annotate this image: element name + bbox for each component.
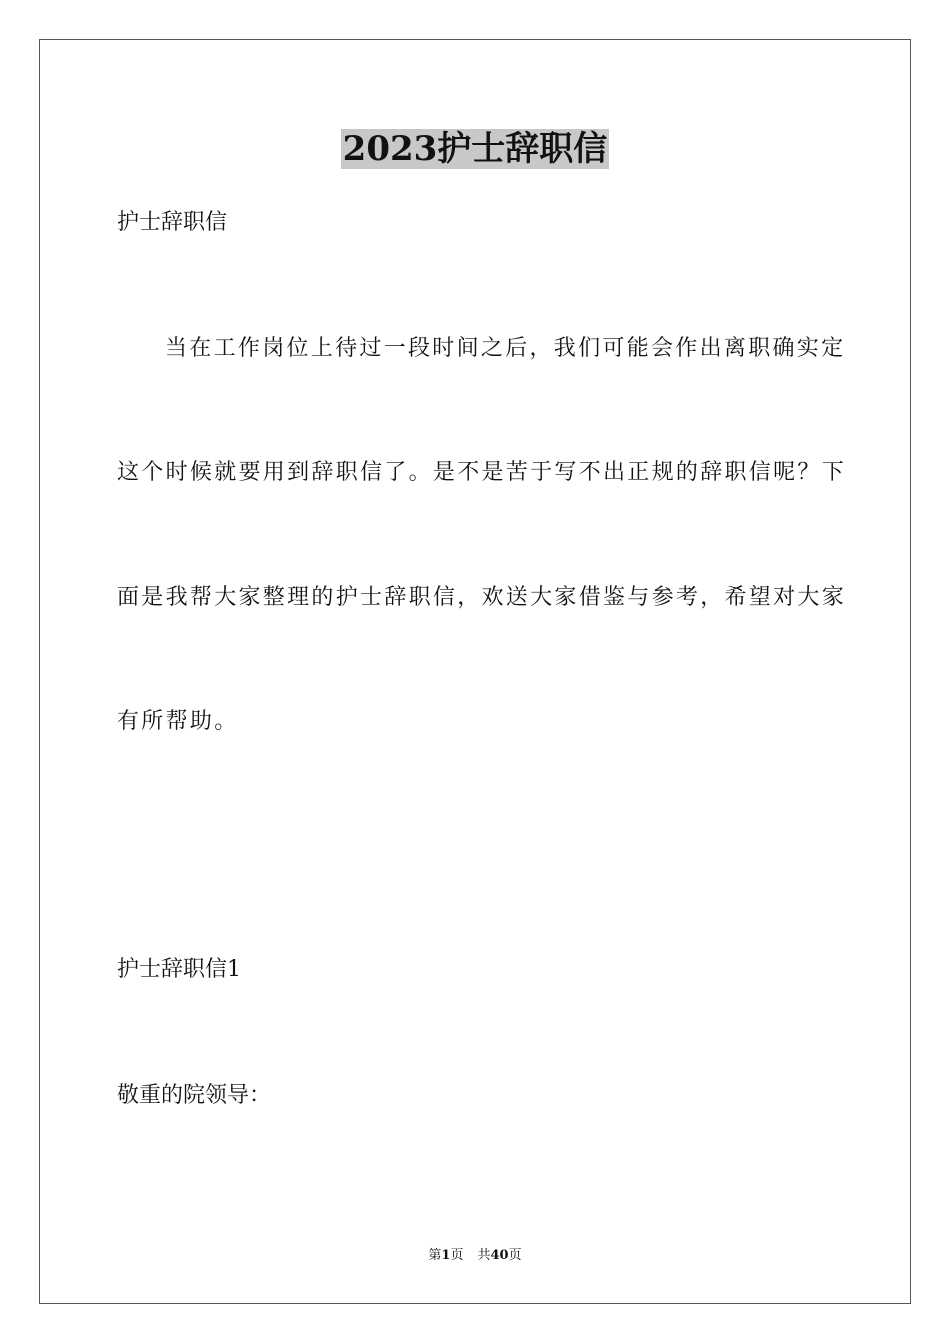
document-title-text: 2023护士辞职信 [342, 129, 608, 169]
footer-total-pages: 40 [490, 1248, 509, 1263]
salutation: 敬重的院领导： [117, 1083, 272, 1108]
section-heading: 护士辞职信1 [117, 957, 241, 982]
footer-total-prefix: 共 [477, 1248, 491, 1263]
document-title [0, 125, 950, 173]
subtitle: 护士辞职信 [117, 210, 228, 235]
intro-line-1: 当在工作岗位上待过一段时间之后，我们可能会作出离职确实定 [165, 336, 846, 361]
footer-total-suffix: 页 [508, 1248, 522, 1263]
intro-line-2: 这个时候就要用到辞职信了。是不是苦于写不出正规的辞职信呢？下 [117, 460, 847, 485]
footer-page-suffix: 页 [450, 1248, 464, 1263]
page-footer [0, 1247, 950, 1265]
intro-line-4: 有所帮助。 [117, 709, 239, 734]
intro-line-3: 面是我帮大家整理的护士辞职信，欢送大家借鉴与参考，希望对大家 [117, 585, 847, 610]
footer-page-prefix: 第 [428, 1248, 442, 1263]
footer-page-number: 1 [441, 1248, 451, 1263]
